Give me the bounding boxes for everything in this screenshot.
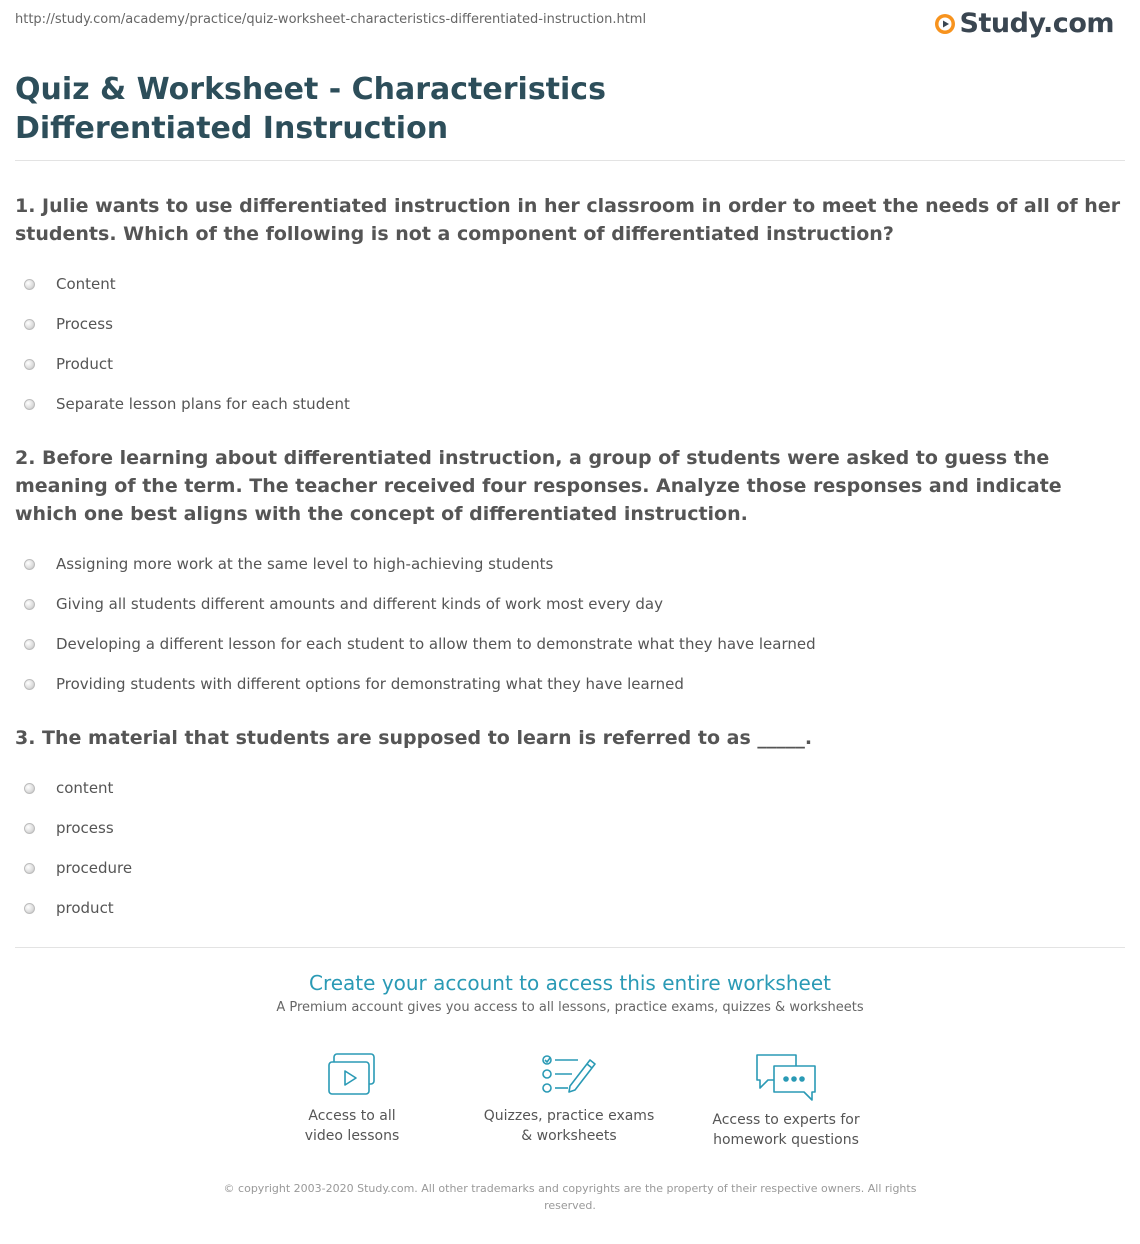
answer-option[interactable] [15, 384, 1125, 424]
answer-label: Process [56, 315, 113, 333]
answer-option[interactable] [15, 768, 1125, 808]
question-2-options [15, 544, 1125, 704]
radio-button[interactable] [24, 399, 35, 410]
answer-label: procedure [56, 859, 133, 877]
premium-features [0, 1052, 1140, 1162]
question-3-options [15, 768, 1125, 928]
radio-button[interactable] [24, 319, 35, 330]
feature-quizzes [479, 1052, 659, 1146]
answer-label: product [56, 899, 114, 917]
signup-cta [0, 968, 1140, 1015]
cta-title-link[interactable]: Create your account to access this entire worksheet [309, 971, 831, 995]
answer-label: process [56, 819, 114, 837]
radio-button[interactable] [24, 863, 35, 874]
question-1-text: 1. Julie wants to use differentiated instruction in her classroom in order to meet the needs of all of her students. Which of the following is not a component of differentiated instruction? [15, 195, 1121, 245]
answer-label: Providing students with different options for demonstrating what they have learned [56, 675, 684, 693]
feature-label: Access to all video lessons [304, 1108, 400, 1144]
feature-label: Quizzes, practice exams & worksheets [483, 1108, 655, 1144]
radio-button[interactable] [24, 679, 35, 690]
answer-label: Giving all students different amounts and different kinds of work most every day [56, 595, 663, 613]
study-logo[interactable] [934, 8, 1114, 39]
answer-option[interactable] [15, 544, 1125, 584]
radio-button[interactable] [24, 903, 35, 914]
answer-label: Separate lesson plans for each student [56, 395, 350, 413]
radio-button[interactable] [24, 279, 35, 290]
logo-wordmark: Study.com [959, 8, 1114, 39]
answer-option[interactable] [15, 848, 1125, 888]
radio-button[interactable] [24, 559, 35, 570]
video-lessons-icon [326, 1052, 378, 1098]
page-url: http://study.com/academy/practice/quiz-worksheet-characteristics-differentiated-instruction.html [15, 12, 647, 27]
quiz-checklist-icon [540, 1052, 598, 1098]
cta-subtitle: A Premium account gives you access to all lessons, practice exams, quizzes & worksheets [276, 1000, 864, 1015]
answer-option[interactable] [15, 344, 1125, 384]
answer-option[interactable] [15, 808, 1125, 848]
answer-label: Assigning more work at the same level to high-achieving students [56, 555, 554, 573]
answer-label: Content [56, 275, 116, 293]
radio-button[interactable] [24, 359, 35, 370]
answer-label: content [56, 779, 114, 797]
play-circle-icon [934, 13, 956, 35]
radio-button[interactable] [24, 783, 35, 794]
question-3-text: 3. The material that students are supposed to learn is referred to as _____. [15, 727, 813, 749]
page-title: Quiz & Worksheet - Characteristics Differentiated Instruction [15, 72, 606, 146]
answer-option[interactable] [15, 584, 1125, 624]
answer-option[interactable] [15, 264, 1125, 304]
answer-label: Product [56, 355, 113, 373]
copyright-notice: © copyright 2003-2020 Study.com. All other trademarks and copyrights are the property of their respective owners. All rights reserved. [223, 1182, 917, 1212]
answer-option[interactable] [15, 888, 1125, 928]
question-2-text: 2. Before learning about differentiated instruction, a group of students were asked to guess the meaning of the term. The teacher received four responses. Analyze those responses and indicate which one best aligns with the concept of differentiated instruction. [15, 447, 1062, 525]
radio-button[interactable] [24, 823, 35, 834]
question-2 [15, 444, 1125, 704]
feature-video-lessons [262, 1052, 442, 1146]
header-divider [15, 160, 1125, 161]
answer-option[interactable] [15, 304, 1125, 344]
question-1-options [15, 264, 1125, 424]
content-divider [15, 947, 1125, 948]
feature-experts [696, 1052, 876, 1150]
feature-label: Access to experts for homework questions [712, 1112, 860, 1148]
question-3 [15, 724, 1125, 928]
answer-option[interactable] [15, 624, 1125, 664]
radio-button[interactable] [24, 639, 35, 650]
question-1 [15, 192, 1125, 424]
chat-bubbles-icon [754, 1052, 818, 1102]
answer-label: Developing a different lesson for each student to allow them to demonstrate what they have learned [56, 635, 816, 653]
radio-button[interactable] [24, 599, 35, 610]
answer-option[interactable] [15, 664, 1125, 704]
